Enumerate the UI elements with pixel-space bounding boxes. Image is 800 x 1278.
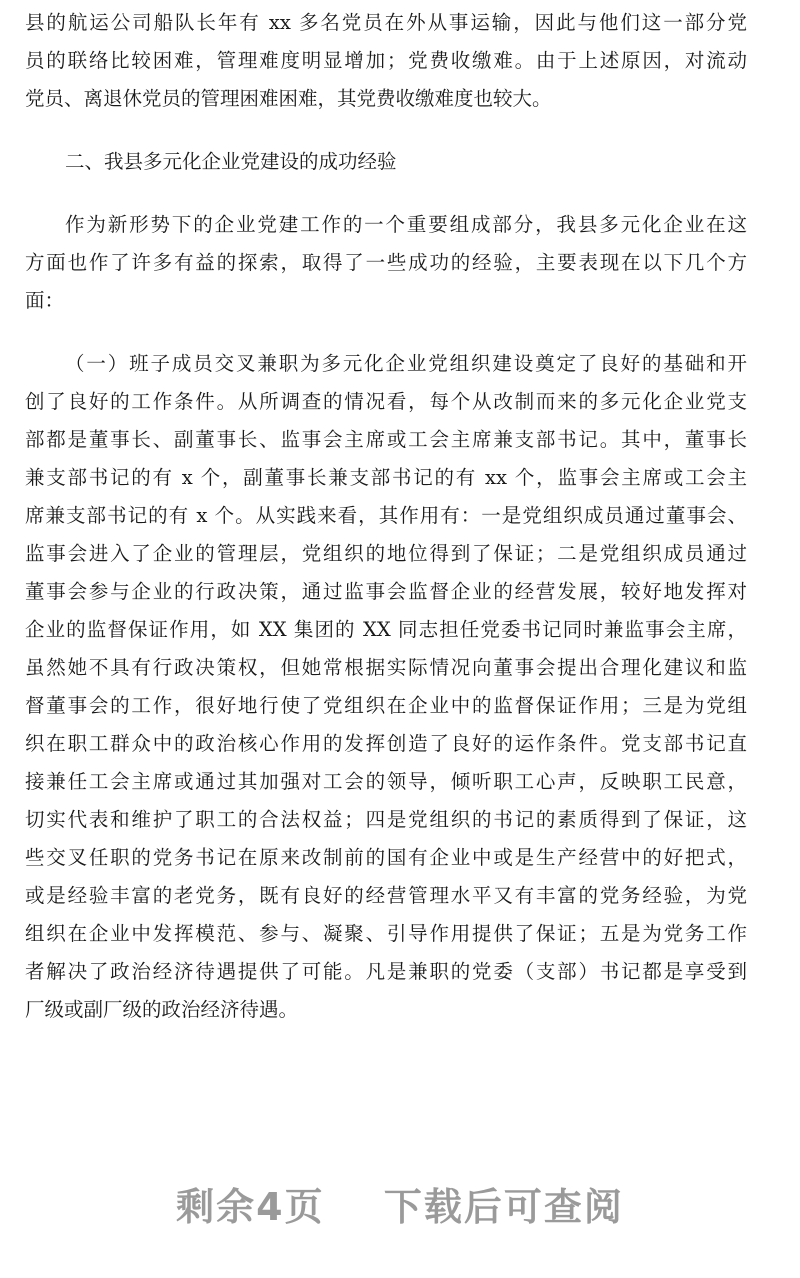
text-line: 董事会参与企业的行政决策，通过监事会监督企业的经营发展，较好地发挥对 (25, 580, 747, 603)
text-line: 面： (25, 289, 65, 312)
text-line: 者解决了政治经济待遇提供了可能。凡是兼职的党委（支部）书记都是享受到 (25, 960, 747, 983)
text-line: 厂级或副厂级的政治经济待遇。 (25, 998, 299, 1021)
text-line: 党员、离退休党员的管理困难困难，其党费收缴难度也较大。 (25, 87, 552, 110)
download-prompt[interactable] (0, 1176, 800, 1231)
text-line: 席兼支部书记的有 x 个。从实践来看，其作用有：一是党组织成员通过董事会、 (25, 504, 747, 527)
paragraph-gap (25, 118, 747, 143)
text-line: 创了良好的工作条件。从所调查的情况看，每个从改制而来的多元化企业党支 (25, 390, 747, 413)
text-line: 接兼任工会主席或通过其加强对工会的领导，倾听职工心声，反映职工民意， (25, 770, 747, 793)
text-line: 些交叉任职的党务书记在原来改制前的国有企业中或是生产经营中的好把式， (25, 846, 747, 869)
download-to-view-label[interactable]: 下载后可查阅 (383, 1185, 624, 1229)
paragraph-gap (25, 320, 747, 345)
section-heading: 二、我县多元化企业党建设的成功经验 (65, 150, 397, 173)
text-line: 员的联络比较困难，管理难度明显增加；党费收缴难。由于上述原因，对流动 (25, 49, 747, 72)
text-line: 作为新形势下的企业党建工作的一个重要组成部分，我县多元化企业在这 (65, 213, 747, 236)
text-line: 监事会进入了企业的管理层，党组织的地位得到了保证；二是党组织成员通过 (25, 542, 747, 565)
text-line: 县的航运公司船队长年有 xx 多名党员在外从事运输，因此与他们这一部分党 (25, 11, 747, 34)
text-line: 组织在企业中发挥模范、参与、凝聚、引导作用提供了保证；五是为党务工作 (25, 922, 747, 945)
text-line: （一）班子成员交叉兼职为多元化企业党组织建设奠定了良好的基础和开 (65, 352, 747, 375)
document-body (25, 4, 747, 1029)
text-line: 方面也作了许多有益的探索，取得了一些成功的经验，主要表现在以下几个方 (25, 251, 747, 274)
remaining-pages-label[interactable]: 剩余4页 (176, 1185, 325, 1229)
paragraph-1 (25, 4, 747, 118)
text-line: 或是经验丰富的老党务，既有良好的经营管理水平又有丰富的党务经验，为党 (25, 884, 747, 907)
text-line: 兼支部书记的有 x 个，副董事长兼支部书记的有 xx 个，监事会主席或工会主 (25, 466, 747, 489)
paragraph-2 (25, 206, 747, 320)
text-line: 部都是董事长、副董事长、监事会主席或工会主席兼支部书记。其中，董事长 (25, 428, 747, 451)
paragraph-3 (25, 345, 747, 1029)
paragraph-gap (25, 181, 747, 206)
text-line: 切实代表和维护了职工的合法权益；四是党组织的书记的素质得到了保证，这 (25, 808, 747, 831)
text-line: 企业的监督保证作用，如 XX 集团的 XX 同志担任党委书记同时兼监事会主席， (25, 618, 747, 641)
text-line: 虽然她不具有行政决策权，但她常根据实际情况向董事会提出合理化建议和监 (25, 656, 747, 679)
text-line: 督董事会的工作，很好地行使了党组织在企业中的监督保证作用；三是为党组 (25, 694, 747, 717)
text-line: 织在职工群众中的政治核心作用的发挥创造了良好的运作条件。党支部书记直 (25, 732, 747, 755)
